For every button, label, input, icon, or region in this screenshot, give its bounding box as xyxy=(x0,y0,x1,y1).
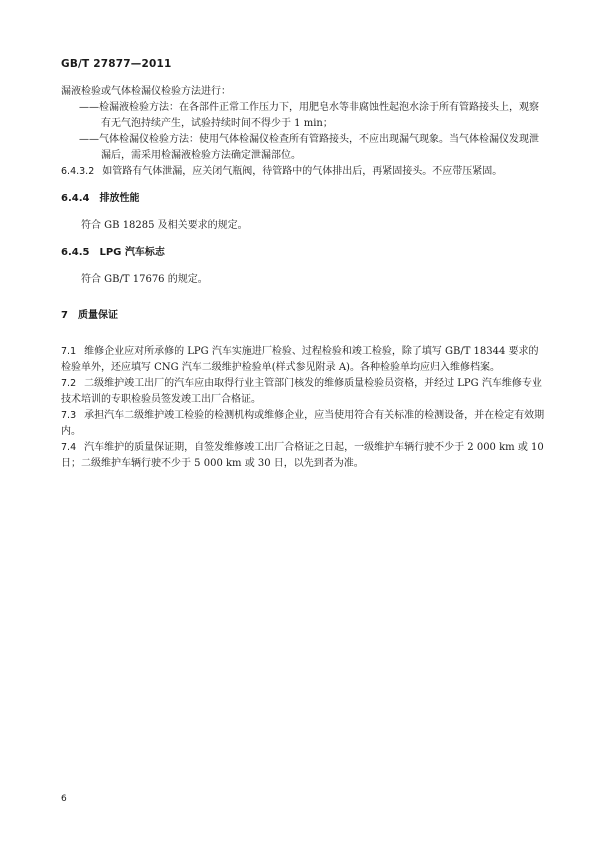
clause-text: 汽车维护的质量保证期，自签发维修竣工出厂合格证之日起，一级维护车辆行驶不少于 2 000 km 或 10 日；二级维护车辆行驶不少于 5 000 km 或 30 日，以先到者为准。 xyxy=(61,442,544,469)
leak-test-intro: 漏液检验或气体检漏仪检验方法进行： xyxy=(61,86,231,97)
heading-6-4-4 xyxy=(61,191,547,207)
clause-7-2 xyxy=(61,376,547,408)
clause-7-1 xyxy=(61,344,547,376)
clause-6-4-4-body: 符合 GB 18285 及相关要求的规定。 xyxy=(81,220,248,231)
heading-title: 排放性能 xyxy=(99,193,140,204)
spacer xyxy=(61,261,547,272)
leak-fluid-method-label: ——检漏液检验方法： xyxy=(79,102,179,113)
clause-number: 7.4 xyxy=(61,442,77,453)
spacer xyxy=(61,234,547,245)
section-title: 质量保证 xyxy=(77,310,118,321)
spacer xyxy=(61,207,547,218)
heading-title: LPG 汽车标志 xyxy=(99,247,165,258)
heading-number: 6.4.5 xyxy=(61,247,90,258)
clause-text: 承担汽车二级维护竣工检验的检测机构或维修企业，应当使用符合有关标准的检测设备，并在检定有效期内。 xyxy=(61,410,545,437)
leak-fluid-method-text: 在各部件正常工作压力下，用肥皂水等非腐蚀性起泡水涂于所有管路接头上，观察有无气泡持续产生，试验持续时间不得少于 1 min； xyxy=(101,102,539,129)
clause-number: 7.1 xyxy=(61,346,77,357)
clause-text: 二级维护竣工出厂的汽车应由取得行业主管部门核发的维修质量检验员资格，并经过 LPG 汽车维修专业技术培训的专职检验员签发竣工出厂合格证。 xyxy=(61,378,542,405)
spacer xyxy=(61,324,547,344)
clause-6-4-5-body: 符合 GB/T 17676 的规定。 xyxy=(81,274,208,285)
clause-text: 维修企业应对所承修的 LPG 汽车实施进厂检验、过程检验和竣工检验，除了填写 GB/T 18344 要求的检验单外，还应填写 CNG 汽车二级维护检验单(样式参见附录 A)。各种检验单均应归入维修档案。 xyxy=(61,346,539,373)
spacer xyxy=(61,180,547,191)
clause-number: 7.2 xyxy=(61,378,77,389)
page-content xyxy=(61,84,547,472)
clause-7-3 xyxy=(61,408,547,440)
clause-number: 6.4.3.2 xyxy=(61,166,95,177)
heading-number: 6.4.4 xyxy=(61,193,90,204)
clause-7-4 xyxy=(61,440,547,472)
gas-detector-method-label: ——气体检漏仪检验方法： xyxy=(79,134,199,145)
page-number: 6 xyxy=(61,794,67,804)
gas-detector-method xyxy=(61,132,547,164)
section-number: 7 xyxy=(61,310,68,321)
leak-fluid-method xyxy=(61,100,547,132)
heading-6-4-5 xyxy=(61,245,547,261)
spacer xyxy=(61,288,547,308)
standard-code: GB/T 27877—2011 xyxy=(61,58,172,70)
clause-6-4-3-2 xyxy=(61,164,547,180)
section-7-heading xyxy=(61,308,547,324)
clause-text: 如管路有气体泄漏，应关闭气瓶阀，待管路中的气体排出后，再紧固接头。不应带压紧固。 xyxy=(102,166,503,177)
gas-detector-method-text: 使用气体检漏仪检查所有管路接头，不应出现漏气现象。当气体检漏仪发现泄漏后，需采用检漏液检验方法确定泄漏部位。 xyxy=(101,134,539,161)
clause-number: 7.3 xyxy=(61,410,77,421)
